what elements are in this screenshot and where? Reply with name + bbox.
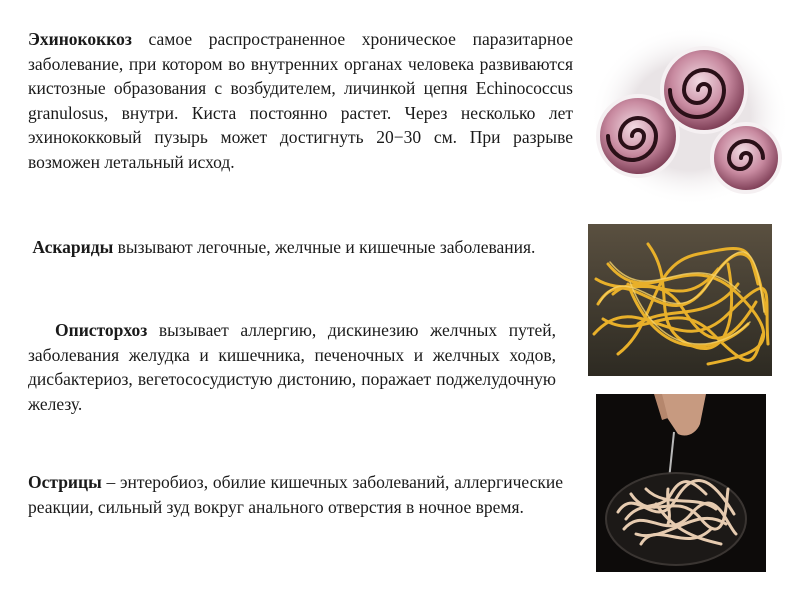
- pinworms-dish-image: [596, 394, 766, 572]
- pinworms-text: – энтеробиоз, обилие кишечных заболеваний, аллергические реакции, сильный зуд вокруг анального отверстия в ночное время.: [28, 472, 563, 517]
- opisthorchiasis-text: вызывает аллергию, дискинезию желчных путей, заболевания желудка и кишечника, печеночных и желчных ходов, дисбактериоз, вегетососудистую дистонию, поражает поджелудочную железу.: [28, 320, 556, 414]
- echinococcus-cysts-image: [586, 18, 794, 208]
- ascarids-paragraph: [28, 235, 558, 260]
- echinococcosis-term: Эхинококкоз: [28, 29, 132, 49]
- opisthorchiasis-paragraph: [28, 318, 556, 416]
- ascarids-term: Аскариды: [32, 237, 114, 257]
- ascarids-text: вызывают легочные, желчные и кишечные заболевания.: [113, 237, 536, 257]
- pinworms-term: Острицы: [28, 472, 102, 492]
- echinococcosis-paragraph: [28, 27, 573, 174]
- pinworms-paragraph: [28, 470, 563, 519]
- echinococcosis-text: самое распространенное хроническое паразитарное заболевание, при котором во внутренних органах человека развиваются кистозные образования с возбудителем, личинкой цепня Echinococcus granulosus, внутри. Киста постоянно растет. Через несколько лет эхинококковый пузырь может достигнуть 20−30 см. При разрыве возможен летальный исход.: [28, 29, 573, 172]
- opisthorchiasis-term: Описторхоз: [55, 320, 148, 340]
- ascaris-worms-image: [588, 224, 772, 376]
